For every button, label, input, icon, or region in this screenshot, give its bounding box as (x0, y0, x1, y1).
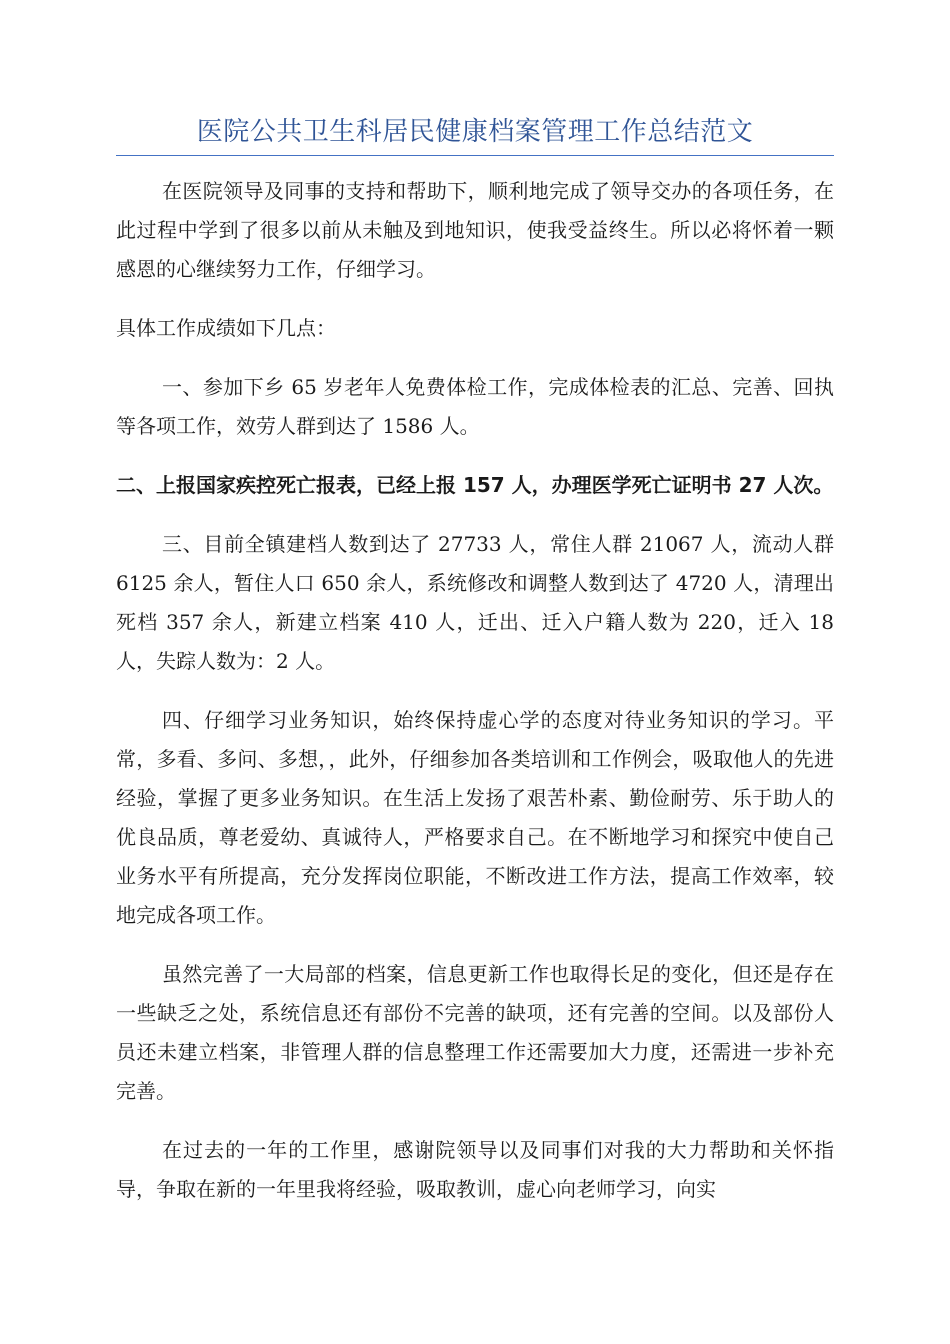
paragraph-item-4: 四、仔细学习业务知识，始终保持虚心学的态度对待业务知识的学习。平常，多看、多问、多想，，此外，仔细参加各类培训和工作例会，吸取他人的先进经验，掌握了更多业务知识。在生活上发扬了艰苦朴素、勤俭耐劳、乐于助人的优良品质，尊老爱幼、真诚待人，严格要求自己。在不断地学习和探究中使自己业务水平有所提高，充分发挥岗位职能，不断改进工作方法，提高工作效率，较地完成各项工作。 (116, 708, 834, 927)
document-body (116, 172, 834, 1229)
paragraph-item-2: 二、上报国家疾控死亡报表，已经上报 157 人，办理医学死亡证明书 27 人次。 (116, 473, 834, 497)
paragraph-shortcomings: 虽然完善了一大局部的档案，信息更新工作也取得长足的变化，但还是存在一些缺乏之处，系统信息还有部份不完善的缺项，还有完善的空间。以及部份人员还未建立档案，非管理人群的信息整理工作还需要加大力度，还需进一步补充完善。 (116, 962, 834, 1103)
title-underline (116, 155, 834, 156)
paragraph-intro: 在医院领导及同事的支持和帮助下，顺利地完成了领导交办的各项任务，在此过程中学到了很多以前从未触及到地知识，使我受益终生。所以必将怀着一颗感恩的心继续努力工作，仔细学习。 (116, 179, 834, 281)
paragraph-item-1: 一、参加下乡 65 岁老年人免费体检工作，完成体检表的汇总、完善、回执等各项工作，效劳人群到达了 1586 人。 (116, 375, 834, 438)
paragraph-closing: 在过去的一年的工作里，感谢院领导以及同事们对我的大力帮助和关怀指导，争取在新的一年里我将经验，吸取教训，虚心向老师学习，向实 (116, 1138, 834, 1201)
paragraph-achievements-heading: 具体工作成绩如下几点： (116, 316, 336, 340)
document-title: 医院公共卫生科居民健康档案管理工作总结范文 (196, 117, 754, 147)
paragraph-item-3: 三、目前全镇建档人数到达了 27733 人，常住人群 21067 人，流动人群 6125 余人，暂住人口 650 余人，系统修改和调整人数到达了 4720 人，清理出死档 357 余人，新建立档案 410 人，迁出、迁入户籍人数为 220，迁入 18 人，失踪人数为：2 人。 (116, 532, 834, 673)
